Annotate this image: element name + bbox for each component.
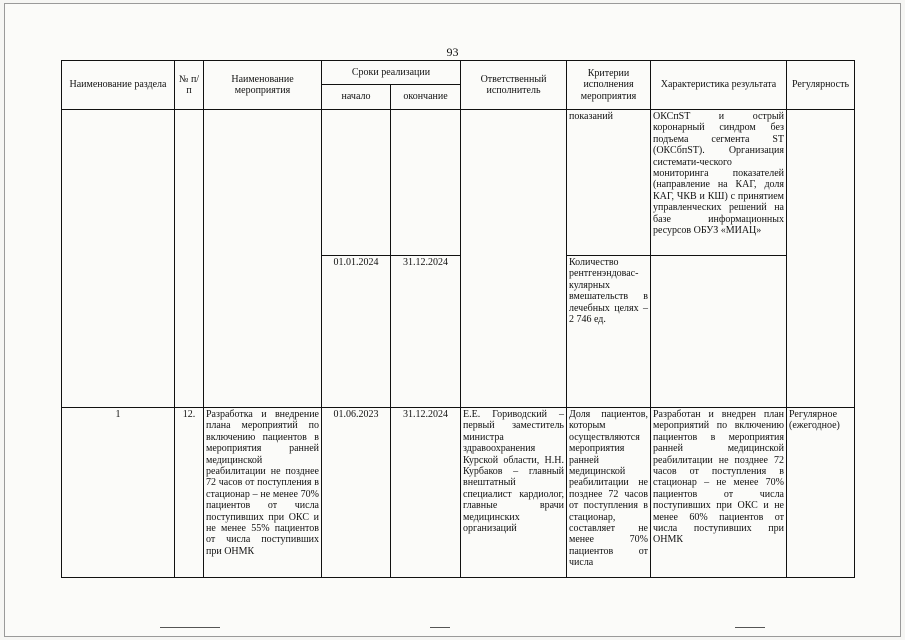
header-num: № п/п: [175, 61, 204, 110]
table-row: [62, 110, 855, 256]
cell-responsible: [461, 110, 567, 408]
cell-section: [62, 110, 175, 408]
header-section: Наименование раздела: [62, 61, 175, 110]
cell-start: 01.01.2024: [322, 256, 391, 408]
scan-artifact-line: [735, 627, 765, 628]
header-terms: Сроки реализации: [322, 61, 461, 85]
cell-event: Разработка и внедрение плана мероприятий по включению пациентов в мероприятия ранней медицинской реабилитации не позднее 72 часов от поступления в стационар – не менее 70% пациентов от числа поступивших при ОКС и не менее 55% пациентов от числа поступивших при ОНМК: [204, 408, 322, 578]
cell-criteria: Количество рентгенэндовас-кулярных вмешательств в лечебных целях – 2 746 ед.: [567, 256, 651, 408]
header-start: начало: [322, 85, 391, 110]
cell-responsible: Е.Е. Гориводский – первый заместитель министра здравоохранения Курской области, Н.Н. Курбаков – главный внештатный специалист кардиолог, главные врачи медицинских организаций: [461, 408, 567, 578]
header-criteria: Критерии исполнения мероприятия: [567, 61, 651, 110]
header-result: Характеристика результата: [651, 61, 787, 110]
cell-section: 1: [62, 408, 175, 578]
scan-artifact-line: [160, 627, 220, 628]
cell-end: 31.12.2024: [391, 408, 461, 578]
cell-event: [204, 110, 322, 408]
cell-result: Разработан и внедрен план мероприятий по включению пациентов в мероприятия ранней медицинской реабилитации не позднее 72 часов от поступления в стационар – не менее 70% пациентов от числа поступивших при ОКС и не менее 60% пациентов от числа поступивших при ОНМК: [651, 408, 787, 578]
cell-regularity: [787, 110, 855, 408]
header-end: окончание: [391, 85, 461, 110]
cell-start: 01.06.2023: [322, 408, 391, 578]
scan-artifact-line: [430, 627, 450, 628]
table-row: [62, 408, 855, 578]
cell-result: [651, 256, 787, 408]
cell-end: [391, 110, 461, 256]
header-regularity: Регулярность: [787, 61, 855, 110]
page-number: 93: [446, 45, 459, 59]
cell-num: [175, 110, 204, 408]
cell-num: 12.: [175, 408, 204, 578]
cell-result: ОКСпST и острый коронарный синдром без подъема сегмента ST (ОКСбпST). Организация системати-ческого мониторинга показателей (направление на КАГ, доля КАГ, ЧКВ и КШ) с принятием управленческих решений на базе информационных ресурсов ОБУЗ «МИАЦ»: [651, 110, 787, 256]
header-responsible: Ответственный исполнитель: [461, 61, 567, 110]
cell-regularity: Регулярное (ежегодное): [787, 408, 855, 578]
header-event: Наименование мероприятия: [204, 61, 322, 110]
plan-table: [61, 60, 855, 578]
cell-end: 31.12.2024: [391, 256, 461, 408]
cell-criteria: показаний: [567, 110, 651, 256]
cell-criteria: Доля пациентов, которым осуществляются мероприятия ранней медицинской реабилитации не позднее 72 часов от поступления в стационар, составляет не менее 70% пациентов от числа: [567, 408, 651, 578]
cell-start: [322, 110, 391, 256]
